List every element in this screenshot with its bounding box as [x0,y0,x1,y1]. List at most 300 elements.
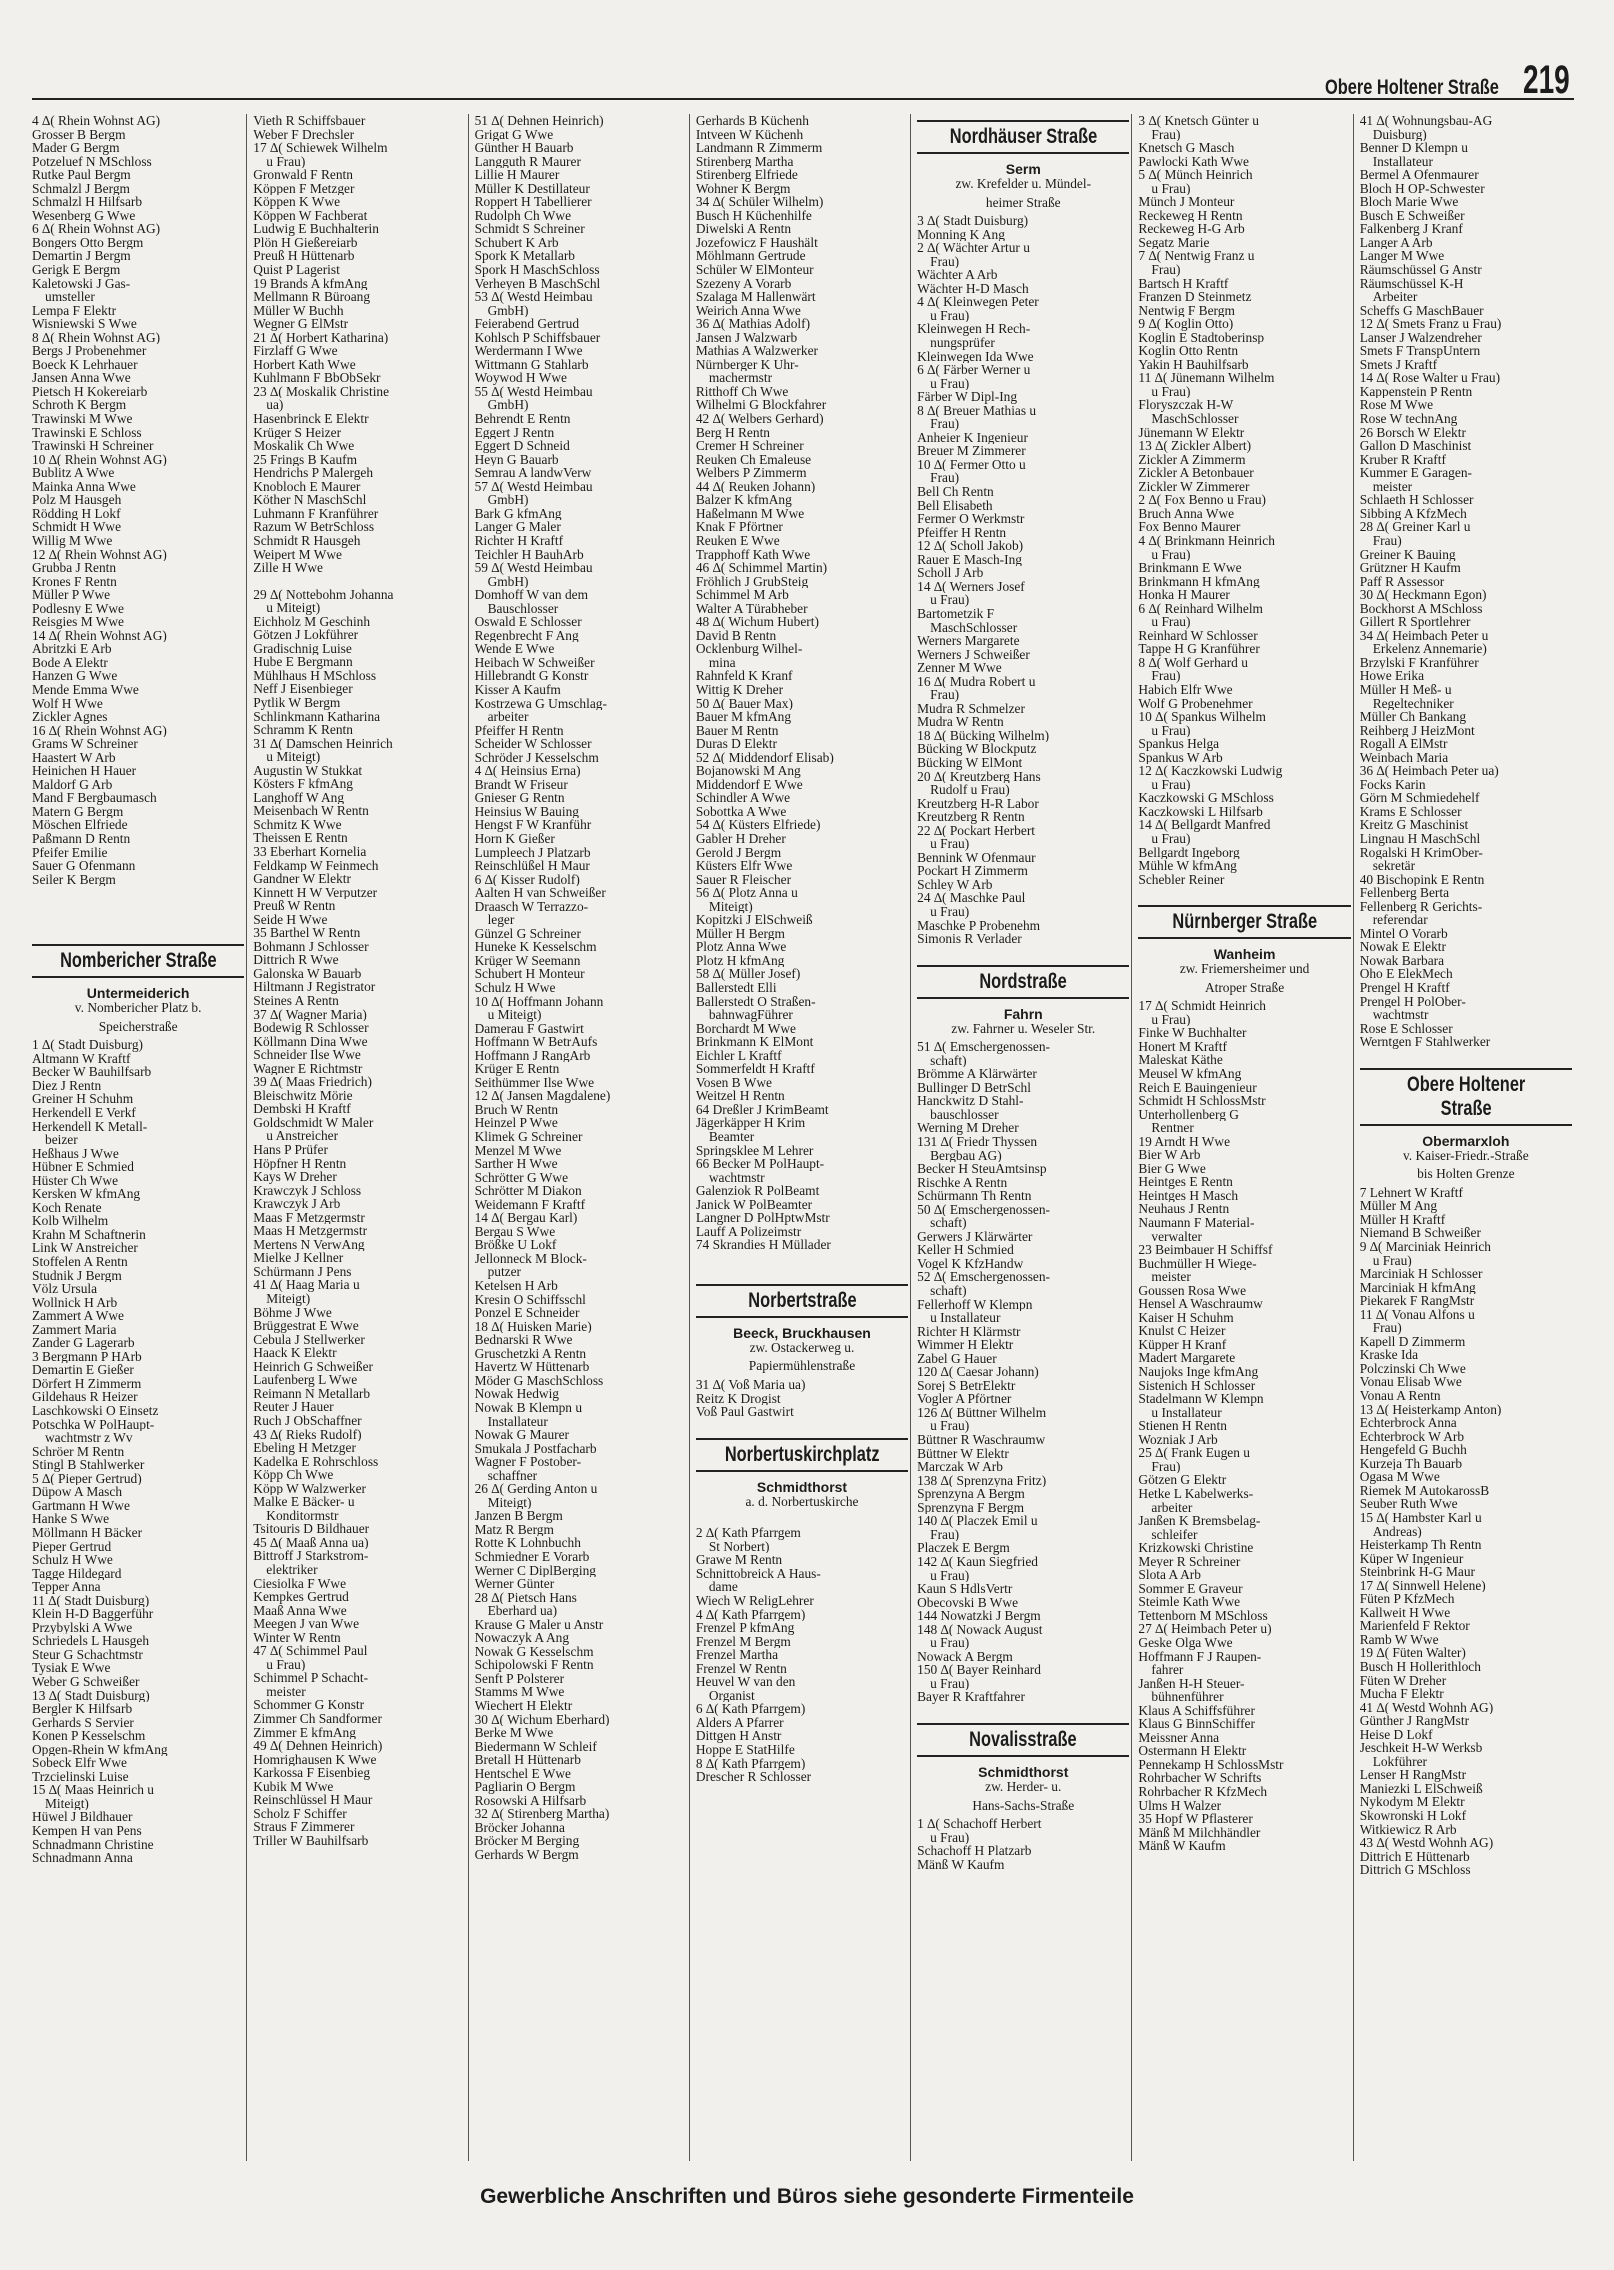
listing-entry: Höpfner H Rentn [253,1156,347,1171]
listing-entry: Paßmann D Rentn [32,831,131,846]
listing-entry: Kreitz G Maschinist [1359,818,1469,832]
listing-entry: Fellenberg Berta [1359,886,1450,900]
listing-entry: Seithümmer Ilse Wwe [474,1075,595,1090]
listing-entry: Szezeny A Vorarb [695,276,792,291]
listing-entry: Mintel O Vorarb [1359,926,1448,941]
listing-continuation: u Frau) [930,904,970,919]
district-name: Serm [1005,161,1041,177]
listing-continuation: schaft) [930,1284,967,1298]
listing-entry: Meegen J van Wwe [253,1617,360,1631]
listing-entry: Völz Ursula [32,1282,98,1296]
listing-entry: 36 ∆( Mathias Adolf) [695,317,811,331]
listing-entry: Bednarski R Wwe [474,1333,573,1347]
listing-entry: Domhoff W van dem [474,588,588,602]
listing-entry: Kempen H van Pens [32,1823,142,1838]
listing-entry: Kubik M Wwe [253,1779,334,1794]
listing-entry: Haack K Elektr [253,1346,337,1360]
listing-entry: Spork H MaschSchloss [474,263,600,277]
listing-entry: Marczak W Arb [917,1460,1003,1474]
listing-entry: Hendrichs P Malergeh [253,466,374,480]
listing-entry: Langner D PolHptwMstr [695,1211,830,1225]
footer-note [0,2185,1614,2209]
listing-entry: Weidemann F Kraftf [474,1197,586,1212]
listing-entry: Reich E Bauingenieur [1138,1080,1257,1095]
listing-entry: Hengst F W Kranführ [474,818,592,832]
listing-entry: Richter H Kraftf [474,533,564,548]
listing-entry: Gnieser G Rentn [474,791,565,805]
listing-entry: Studnik J Bergm [32,1268,122,1283]
listing-entry: Jansen Anna Wwe [32,371,131,385]
listing-entry: Maldorf G Arb [32,777,113,792]
listing-entry: Maniezki L ElSchweiß [1359,1781,1483,1796]
listing-entry: Schubert H Monteur [474,967,585,981]
listing-entry: Spankus W Arb [1138,750,1223,765]
listing-entry: Gruschetzki A Rentn [474,1346,587,1361]
listing-entry: Knulst C Heizer [1138,1324,1226,1338]
listing-entry: Seiler K Bergm [32,872,116,887]
listing-entry: Pfeiffer H Rentn [474,723,564,738]
listing-entry: Borchardt M Wwe [695,1021,796,1036]
listing-entry: Nowak Barbara [1359,953,1445,968]
listing-entry: 6 ∆( Rhein Wohnst AG) [32,222,161,236]
listing-continuation: mina [708,655,736,670]
street-name: Nombericher Straße [59,949,217,973]
listing-entry: Krawczyk J Arb [253,1197,341,1211]
header-rule [32,98,1574,100]
listing-entry: Havertz W Hüttenarb [474,1360,590,1374]
listing-continuation: u Frau) [1151,181,1191,196]
listing-entry: Fox Benno Maurer [1138,520,1241,534]
listing-continuation: schaft) [930,1053,967,1068]
listing-entry: Werner Günter [474,1577,555,1591]
directory-column-6 [1131,114,1352,2161]
listing-entry: Tysiak E Wwe [32,1661,111,1675]
listing-entry: Reuken Ch Emaleuse [695,452,812,467]
listing-entry: Kapell D Zimmerm [1359,1334,1466,1349]
listing-entry: Sarther H Wwe [474,1157,558,1171]
listing-continuation: u Frau) [930,1636,970,1650]
listing-entry: 3 Bergmann P HArb [32,1349,142,1364]
listing-entry: Müller M Ang [1359,1199,1438,1213]
listing-entry: Kaczkowski G MSchloss [1138,791,1274,805]
listing-entry: Mänß M Milchhändler [1138,1825,1261,1840]
listing-entry: Kadelka E Rohrschloss [253,1454,379,1469]
listing-entry: Maschke P Probenehm [917,918,1041,933]
listing-entry: Placzek E Bergm [917,1541,1010,1555]
listing-entry: Laufenberg L Wwe [253,1373,358,1387]
listing-entry: Tagge Hildegard [32,1566,122,1581]
listing-entry: 54 ∆( Küsters Elfriede) [695,818,821,832]
listing-entry: Yakin H Bauhilfsarb [1138,357,1249,372]
listing-entry: Janzen B Bergm [474,1509,563,1523]
listing-entry: Schlinkmann Katharina [253,709,381,724]
listing-entry: Zimmer E kfmAng [253,1725,356,1740]
listing-entry: Sobottka A Wwe [695,804,787,819]
listing-entry: 21 ∆( Horbert Katharina) [253,330,389,345]
listing-entry: Steimle Kath Wwe [1138,1595,1241,1609]
listing-entry: Krause G Maler u Anstr [474,1617,604,1632]
listing-entry: Kappenstein P Rentn [1359,384,1473,399]
listing-entry: 30 ∆( Wichum Eberhard) [474,1712,610,1727]
listing-entry: Aalten H van Schweißer [474,886,606,900]
listing-entry: 51 ∆( Dehnen Heinrich) [474,114,604,128]
listing-entry: 14 ∆( Bergau Karl) [474,1211,578,1225]
listing-continuation: Rudolf u Frau) [930,783,1010,797]
listing-entry: 33 Eberhart Kornelia [253,844,367,859]
listing-entry: Sorej S BetrElektr [917,1378,1016,1393]
listing-entry: Heinichen H Hauer [32,764,137,778]
listing-entry: Trawinski H Schreiner [32,439,154,453]
listing-entry: Scholl J Arb [917,566,984,580]
listing-entry: Lempa F Elektr [32,303,117,318]
listing-entry: 4 ∆( Heinsius Erna) [474,764,581,778]
street-route: bis Holten Grenze [1417,1166,1515,1182]
listing-entry: Reisgies M Wwe [32,615,124,629]
listing-entry: Heibach W Schweißer [474,655,595,670]
listing-entry: Möder G MaschSchloss [474,1373,604,1388]
listing-entry: Oho E ElekMech [1359,967,1453,981]
listing-entry: Langhoff W Ang [253,790,345,805]
listing-entry: Steinbrink H-G Maur [1359,1565,1475,1579]
listing-entry: Kaletowski J Gas- [32,276,131,291]
listing-entry: 23 ∆( Moskalik Christine [253,384,390,399]
listing-entry: 120 ∆( Caesar Johann) [917,1365,1039,1379]
listing-entry: Kempkes Gertrud [253,1590,349,1604]
listing-entry: Horbert Kath Wwe [253,357,356,372]
listing-continuation: GmbH) [487,574,529,589]
listing-continuation: bauschlosser [930,1107,999,1122]
listing-entry: Nowak Hedwig [474,1387,559,1401]
listing-entry: Langguth R Maurer [474,154,581,169]
listing-entry: Kresin O Schiffsschl [474,1292,586,1307]
listing-entry: Berke M Wwe [474,1726,554,1740]
listing-continuation: u Installateur [930,1311,1001,1325]
listing-entry: Teichler H BauhArb [474,547,584,562]
listing-continuation: Frau) [1151,127,1181,142]
listing-entry: Brömme A Klärwärter [917,1067,1037,1081]
listing-entry: Vosen B Wwe [695,1075,772,1090]
listing-entry: Bergau S Wwe [474,1224,556,1239]
listing-entry: Zickler A Zimmerm [1138,452,1246,467]
street-route: zw. Herder- u. [985,1778,1062,1794]
listing-continuation: GmbH) [487,493,529,507]
listing-entry: 8 ∆( Rhein Wohnst AG) [32,330,161,345]
listing-entry: Zander G Lagerarb [32,1336,135,1350]
spacer [1360,1049,1572,1062]
listing-entry: 8 ∆( Wolf Gerhard u [1138,655,1248,670]
spacer [917,1704,1129,1717]
spacer [32,925,244,938]
listing-continuation: Erkelenz Annemarie) [1372,642,1487,656]
district-name: Beeck, Bruckhausen [733,1324,871,1341]
listing-entry: Möllmann H Bäcker [32,1525,143,1540]
listing-entry: Homrighausen K Wwe [253,1752,377,1767]
listing-entry: Zammert A Wwe [32,1309,124,1323]
listing-entry: Weitzel H Rentn [695,1089,785,1103]
listing-entry: 15 ∆( Hambster Karl u [1359,1510,1482,1525]
listing-entry: 148 ∆( Nowack August [917,1622,1043,1637]
listing-entry: Brößke U Lokf [474,1238,557,1252]
listing-continuation: dame [708,1580,738,1594]
page-header [1276,50,1570,100]
listing-entry: Zammert Maria [32,1322,117,1337]
listing-continuation: u Installateur [1151,1405,1222,1420]
listing-entry: 20 ∆( Kreutzberg Hans [917,769,1041,784]
listing-entry: Mand F Bergbaumasch [32,791,157,805]
listing-entry: Götzen J Lokführer [253,628,359,642]
listing-entry: Cebula J Stellwerker [253,1332,365,1347]
listing-entry: Theissen E Rentn [253,831,348,845]
listing-entry: Mielke J Kellner [253,1251,344,1265]
listing-entry: Rauer E Masch-Ing [917,552,1022,567]
listing-entry: Tsitouris D Bildhauer [253,1522,370,1536]
directory-column-2 [246,114,467,2161]
listing-entry: Reckeweg H-G Arb [1138,222,1245,236]
listing-continuation: Frau) [1151,263,1181,277]
listing-entry: Becker W Bauhilfsarb [32,1065,152,1079]
listing-entry: Wittig K Dreher [695,682,784,697]
listing-continuation: fahrer [1151,1663,1184,1677]
listing-continuation: u Frau) [1151,615,1191,629]
listing-entry: Müller Ch Bankang [1359,710,1467,724]
listing-continuation: St Norbert) [708,1539,770,1554]
listing-entry: 18 ∆( Bücking Wilhelm) [917,728,1050,743]
listing-continuation: Frau) [1372,1321,1402,1335]
street-name: Norbertstraße [747,1288,857,1312]
listing-entry: Goussen Rosa Wwe [1138,1283,1247,1298]
listing-entry: 11 ∆( Vonau Alfons u [1359,1307,1475,1322]
listing-entry: Kleinwegen H Rech- [917,322,1031,337]
listing-entry: Scheider W Schlosser [474,737,592,751]
listing-entry: Hüwel J Bildhauer [32,1810,133,1824]
listing-entry: Naumann F Material- [1138,1216,1255,1230]
listing-entry: Werner C DiplBerging [474,1563,596,1578]
listing-entry: Echterbrock Anna [1359,1416,1457,1430]
listing-entry: Rutke Paul Bergm [32,168,131,182]
listing-entry: Mühlhaus H MSchloss [253,668,377,683]
listing-entry: Kruber R Kraftf [1359,452,1446,467]
listing-entry: Vogel K KfzHandw [917,1256,1024,1271]
listing-entry: Opgen-Rhein W kfmAng [32,1742,168,1757]
street-heading [696,1284,908,1318]
listing-entry: 6 ∆( Färber Werner u [917,363,1031,377]
listing-entry: Rogalski H KrimOber- [1359,845,1483,860]
listing-entry: 17 ∆( Schmidt Heinrich [1138,999,1266,1013]
listing-entry: Nowaczyk A Ang [474,1631,570,1645]
listing-entry: Triller W Bauhilfsarb [253,1833,369,1848]
listing-entry: Wolf H Wwe [32,696,103,711]
listing-entry: Seide H Wwe [253,912,328,927]
listing-entry: Wilhelmi G Blockfahrer [695,398,827,413]
listing-entry: 4 ∆( Kleinwegen Peter [917,295,1039,309]
listing-entry: Bier G Wwe [1138,1161,1206,1176]
street-name: Novalisstraße [969,1727,1077,1751]
listing-entry: 16 ∆( Mudra Robert u [917,674,1036,689]
listing-continuation: bahnwagFührer [708,1008,793,1022]
street-name: Norbertuskirchplatz [724,1442,880,1466]
listing-entry: Reuter J Hauer [253,1400,334,1414]
listing-entry: Janick W PolBeamter [695,1197,813,1212]
listing-entry: Wollnick H Arb [32,1295,118,1310]
listing-entry: Müller H Meß- u [1359,682,1452,697]
listing-entry: Hensel A Waschraumw [1138,1297,1263,1311]
listing-entry: 12 ∆( Smets Franz u Frau) [1359,317,1502,331]
listing-entry: Landmann R Zimmerm [695,141,823,155]
listing-entry: Tepper Anna [32,1580,101,1594]
listing-entry: Dittrich E Hüttenarb [1359,1849,1470,1864]
listing-entry: 15 ∆( Maas Heinrich u [32,1783,154,1797]
listing-entry: 3 ∆( Knetsch Günter u [1138,114,1259,128]
listing-entry: Pytlik W Bergm [253,695,341,710]
listing-entry: Müller H Bergm [695,926,785,941]
listing-entry: Luhmann F Kranführer [253,506,379,521]
listing-entry: Bartsch H Kraftf [1138,276,1229,291]
listing-entry: Plön H Gießereiarb [253,235,358,250]
listing-entry: Werntgen F Stahlwerker [1359,1035,1491,1049]
listing-entry: Huneke K Kesselschm [474,940,597,954]
listing-continuation: u Frau) [930,593,970,607]
street-name: Nordhäuser Straße [949,125,1097,148]
listing-entry: 43 ∆( Westd Wohnh AG) [1359,1836,1494,1850]
listing-entry: Maas H Metzgermstr [253,1224,368,1238]
listing-entry: Weinbach Maria [1359,750,1449,765]
listing-entry: Brüggestrat E Wwe [253,1319,359,1333]
listing-entry: Pagliarin O Bergm [474,1780,576,1794]
listing-entry: Müller H Kraftf [1359,1212,1446,1227]
listing-entry: Herkendell E Verkf [32,1106,136,1120]
listing-entry: Knetsch G Masch [1138,141,1235,155]
listing-entry: Langer A Arb [1359,235,1433,250]
listing-entry: Zille H Wwe [253,561,323,575]
listing-entry: Weirich Anna Wwe [695,303,801,318]
listing-entry: 31 ∆( Voß Maria ua) [695,1378,806,1392]
listing-entry: Lanser J Walzendreher [1359,330,1482,345]
listing-continuation: Konditormstr [266,1508,339,1523]
listing-entry: Kaiser H Schuhm [1138,1310,1234,1325]
listing-entry: Kösters F kfmAng [253,777,353,791]
listing-entry: Bongers Otto Bergm [32,235,144,250]
listing-entry: Hanckwitz D Stahl- [917,1094,1024,1108]
street-route: zw. Friemersheimer und [1179,961,1310,977]
listing-entry: Eichholz M Geschinh [253,614,371,629]
listing-entry: Heyn G Bauarb [474,452,559,467]
listing-continuation: u Miteigt) [487,1008,542,1022]
listing-entry: Weber F Drechsler [253,127,355,142]
listing-entry: Wegner G ElMstr [253,317,349,331]
listing-entry: 64 Dreßler J KrimBeamt [695,1102,829,1117]
listing-entry: Müller W Buchh [253,303,344,318]
listing-entry: Breuer M Zimmerer [917,444,1026,458]
listing-continuation: u Miteigt) [266,750,321,764]
listing-continuation: Regeltechniker [1372,696,1454,711]
listing-entry: 10 ∆( Fermer Otto u [917,457,1026,472]
listing-entry: Küsters Elfr Wwe [695,859,793,873]
listing-entry: 66 Becker M PolHaupt- [695,1157,825,1171]
listing-entry: Pieper Gertrud [32,1539,112,1554]
listing-entry: Bullinger D BetrSchl [917,1080,1031,1095]
listing-entry: Falkenberg J Kranf [1359,222,1463,236]
listing-entry: Möhlmann Gertrude [695,249,806,264]
listing-entry: Naujoks Inge kfmAng [1138,1365,1259,1379]
listing-entry: Wesenberg G Wwe [32,208,136,223]
listing-continuation: meister [1151,1270,1191,1284]
listing-entry: 142 ∆( Kaun Siegfried [917,1554,1038,1569]
listing-entry: Kummer E Garagen- [1359,466,1472,480]
listing-entry: Schmidt H Wwe [32,520,122,534]
listing-entry: 51 ∆( Emschergenossen- [917,1040,1051,1054]
listing-continuation: Frau) [1151,669,1181,683]
listing-entry: Schlaeth H Schlosser [1359,493,1474,507]
listing-entry: 4 ∆( Kath Pfarrgem) [695,1607,806,1622]
listing-entry: Hillebrandt G Konstr [474,669,589,683]
listing-entry: 17 ∆( Schiewek Wilhelm [253,141,388,155]
listing-entry: Werners Margarete [917,634,1020,648]
listing-entry: Rose M Wwe [1359,398,1434,413]
listing-entry: Riemek M AutokarossB [1359,1483,1490,1498]
listing-entry: Polz M Hausgeh [32,493,122,507]
listing-entry: Sobeck Elfr Wwe [32,1756,127,1770]
listing-entry: Regenbrecht F Ang [474,628,579,643]
street-route: zw. Fahrner u. Weseler Str. [951,1020,1096,1036]
listing-entry: Stamms M Wwe [474,1685,565,1699]
listing-entry: Pawlocki Kath Wwe [1138,154,1249,169]
listing-entry: Schipolowski F Rentn [474,1658,594,1672]
listing-entry: Heisterkamp Th Rentn [1359,1538,1482,1552]
listing-entry: Büttner W Elektr [917,1446,1009,1461]
listing-entry: Busch H Hollerithloch [1359,1659,1481,1674]
listing-entry: Gallon D Maschinist [1359,439,1472,453]
listing-entry: Lauff A Polizeimstr [695,1224,802,1239]
listing-entry: Oswald E Schlosser [474,615,582,629]
listing-entry: Potzeluef N MSchloss [32,154,152,169]
listing-entry: 8 ∆( Kath Pfarrgem) [695,1756,806,1771]
listing-continuation: Bergbau AG) [930,1148,1002,1163]
listing-continuation: machermstr [708,371,773,385]
listing-entry: Habich Elfr Wwe [1138,682,1233,697]
listing-entry: Galonska W Bauarb [253,966,362,981]
listing-entry: Knak F Pförtner [695,520,783,534]
listing-entry: Draasch W Terrazzo- [474,899,589,914]
listing-entry: Schnittobreick A Haus- [695,1566,821,1581]
listing-entry: Springsklee M Lehrer [695,1143,814,1158]
directory-column-7 [1353,114,1574,2161]
listing-entry: Wiech W ReligLehrer [695,1593,814,1608]
listing-entry: Vieth R Schiffsbauer [253,114,366,128]
listing-entry: 12 ∆( Rhein Wohnst AG) [32,547,167,562]
listing-entry: Hetke L Kabelwerks- [1138,1486,1254,1501]
listing-entry: 22 ∆( Pockart Herbert [917,823,1036,838]
listing-entry: Krahn M Schaftnerin [32,1227,146,1242]
listing-entry: Gerhards S Servier [32,1715,134,1730]
listing-entry: Frenzel W Rentn [695,1661,787,1676]
listing-entry: Steur G Schachtmstr [32,1647,143,1662]
listing-entry: Schulz H Wwe [474,981,556,995]
listing-entry: Reuken E Wwe [695,533,780,548]
listing-entry: 26 ∆( Gerding Anton u [474,1482,598,1496]
listing-entry: Nowak E Elektr [1359,940,1446,954]
listing-entry: 30 ∆( Heckmann Egon) [1359,588,1487,602]
listing-entry: Polczinski Ch Wwe [1359,1361,1466,1376]
listing-entry: Ogasa M Wwe [1359,1470,1440,1484]
listing-entry: Eggert D Schneid [474,439,570,453]
listing-entry: Ocklenburg Wilhel- [695,642,803,656]
listing-entry: Brandt W Friseur [474,777,568,792]
listing-entry: Steines A Rentn [253,994,339,1008]
listing-entry: Monning K Ang [917,227,1005,242]
listing-entry: 16 ∆( Rhein Wohnst AG) [32,723,167,738]
listing-entry: Woywod H Wwe [474,371,567,385]
running-head-street: Obere Holtener Straße [1325,76,1500,99]
